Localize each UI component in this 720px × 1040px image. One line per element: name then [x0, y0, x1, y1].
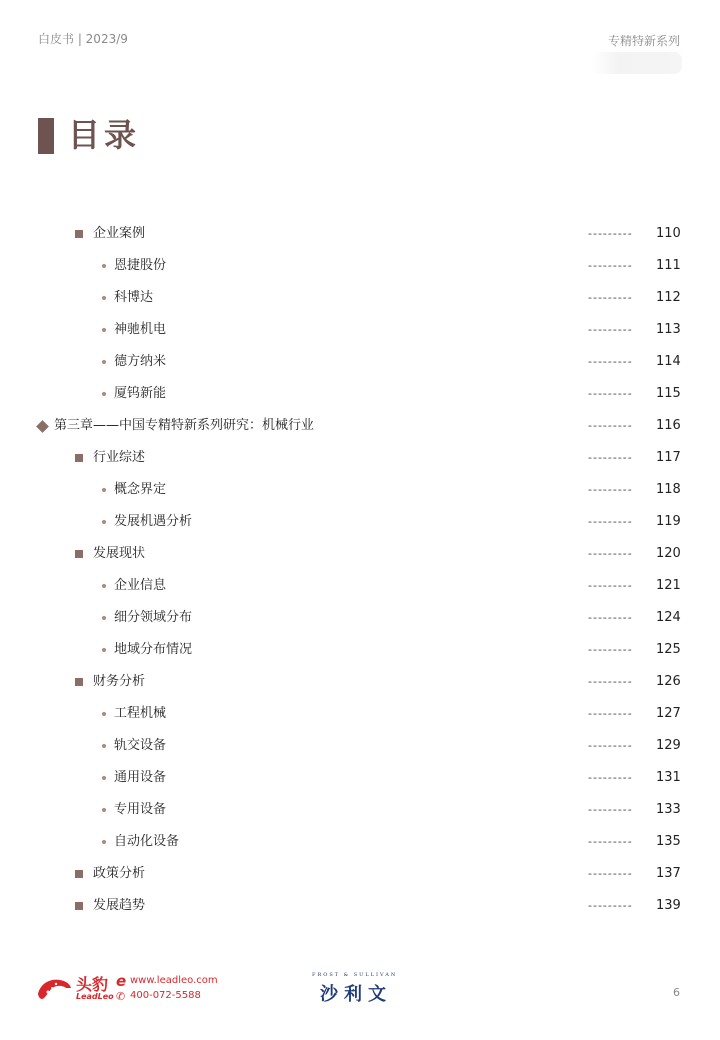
page-title: 目录 — [68, 116, 141, 154]
toc-entry-page: 124 — [656, 610, 681, 625]
toc-entry-leader: --------- — [588, 323, 633, 336]
header-right-text: 专精特新系列 — [607, 34, 680, 48]
leadleo-en-name: LeadLeo — [76, 992, 114, 1001]
toc-entry[interactable] — [0, 250, 720, 282]
toc-entry-page: 131 — [656, 770, 681, 785]
toc-entry[interactable] — [0, 698, 720, 730]
website-link[interactable]: www.leadleo.com — [130, 975, 218, 986]
toc-entry-leader: --------- — [588, 419, 633, 432]
toc-entry-leader: --------- — [588, 771, 633, 784]
toc-entry-leader: --------- — [588, 515, 633, 528]
frost-sullivan-logo — [312, 972, 412, 1005]
toc-entry-label: 轨交设备 — [114, 738, 167, 753]
toc-entry-page: 139 — [656, 898, 681, 913]
toc-entry[interactable] — [0, 858, 720, 890]
toc-entry-leader: --------- — [588, 579, 633, 592]
toc-entry-leader: --------- — [588, 707, 633, 720]
toc-entry-label: 神驰机电 — [114, 322, 167, 337]
square-bullet-icon — [75, 902, 83, 910]
diamond-bullet-icon — [36, 420, 49, 433]
toc-entry-page: 111 — [656, 258, 681, 273]
dot-bullet-icon — [102, 520, 106, 524]
header-left-text: 白皮书 | 2023/9 — [38, 32, 128, 46]
toc-entry-label: 政策分析 — [93, 866, 146, 881]
toc-entry-label: 德方纳米 — [114, 354, 167, 369]
square-bullet-icon — [75, 454, 83, 462]
toc-entry-leader: --------- — [588, 611, 633, 624]
square-bullet-icon — [75, 678, 83, 686]
toc-entry-label: 发展趋势 — [93, 898, 146, 913]
toc-entry-page: 115 — [656, 386, 681, 401]
toc-entry-label: 地域分布情况 — [114, 642, 193, 657]
dot-bullet-icon — [102, 776, 106, 780]
toc-entry-leader: --------- — [588, 451, 633, 464]
toc-entry[interactable] — [0, 794, 720, 826]
dot-bullet-icon — [102, 584, 106, 588]
frost-sullivan-cn: 沙利文 — [320, 984, 392, 1005]
toc-entry-page: 112 — [656, 290, 681, 305]
toc-entry-label: 恩捷股份 — [114, 258, 167, 273]
toc-entry-page: 119 — [656, 514, 681, 529]
toc-entry[interactable] — [0, 762, 720, 794]
toc-entry[interactable] — [0, 570, 720, 602]
toc-entry[interactable] — [0, 602, 720, 634]
dot-bullet-icon — [102, 840, 106, 844]
toc-entry[interactable] — [0, 634, 720, 666]
toc-entry[interactable] — [0, 506, 720, 538]
toc-entry[interactable] — [0, 474, 720, 506]
phone-number: 400-072-5588 — [130, 990, 201, 1001]
dot-bullet-icon — [102, 360, 106, 364]
toc-entry-page: 126 — [656, 674, 681, 689]
toc-entry-label: 发展机遇分析 — [114, 514, 193, 529]
toc-entry[interactable] — [0, 730, 720, 762]
toc-entry[interactable] — [0, 538, 720, 570]
toc-entry-leader: --------- — [588, 867, 633, 880]
toc-entry-page: 120 — [656, 546, 681, 561]
toc-entry-leader: --------- — [588, 259, 633, 272]
toc-entry[interactable] — [0, 442, 720, 474]
dot-bullet-icon — [102, 488, 106, 492]
leadleo-cn-name: 头豹 — [76, 975, 109, 994]
toc-entry-page: 135 — [656, 834, 681, 849]
dot-bullet-icon — [102, 808, 106, 812]
leadleo-logo[interactable] — [36, 972, 236, 1008]
toc-entry-leader: --------- — [588, 835, 633, 848]
toc-entry-label: 财务分析 — [93, 674, 146, 689]
toc-entry[interactable] — [0, 826, 720, 858]
toc-entry-leader: --------- — [588, 291, 633, 304]
toc-entry-label: 自动化设备 — [114, 834, 180, 849]
toc-entry-leader: --------- — [588, 547, 633, 560]
dot-bullet-icon — [102, 616, 106, 620]
toc-entry[interactable] — [0, 346, 720, 378]
toc-entry[interactable] — [0, 378, 720, 410]
leopard-icon — [36, 974, 72, 1002]
toc-entry[interactable] — [0, 218, 720, 250]
toc-entry-label: 科博达 — [114, 290, 154, 305]
frost-sullivan-en: FROST & SULLIVAN — [312, 972, 398, 978]
toc-entry-page: 114 — [656, 354, 681, 369]
dot-bullet-icon — [102, 392, 106, 396]
toc-entry-label: 企业案例 — [93, 226, 146, 241]
toc-entry-label: 概念界定 — [114, 482, 167, 497]
dot-bullet-icon — [102, 712, 106, 716]
toc-entry-page: 113 — [656, 322, 681, 337]
page-number: 6 — [673, 986, 680, 999]
toc-entry[interactable] — [0, 410, 720, 442]
toc-entry-label: 发展现状 — [93, 546, 146, 561]
square-bullet-icon — [75, 230, 83, 238]
toc-entry[interactable] — [0, 890, 720, 922]
title-accent-bar — [38, 118, 54, 154]
dot-bullet-icon — [102, 296, 106, 300]
toc-entry-page: 133 — [656, 802, 681, 817]
toc-entry-page: 110 — [656, 226, 681, 241]
toc-entry-label: 行业综述 — [93, 450, 146, 465]
toc-entry-page: 137 — [656, 866, 681, 881]
toc-entry-leader: --------- — [588, 803, 633, 816]
toc-entry-label: 工程机械 — [114, 706, 167, 721]
square-bullet-icon — [75, 550, 83, 558]
toc-entry[interactable] — [0, 666, 720, 698]
phone-icon: ✆ — [116, 990, 126, 1003]
e-icon: e — [116, 972, 127, 990]
toc-entry-label: 专用设备 — [114, 802, 167, 817]
toc-entry-leader: --------- — [588, 483, 633, 496]
toc-entry-page: 117 — [656, 450, 681, 465]
toc-entry-page: 129 — [656, 738, 681, 753]
toc-entry-leader: --------- — [588, 675, 633, 688]
toc-entry-label: 厦钨新能 — [114, 386, 167, 401]
header-watermark — [592, 52, 682, 74]
toc-entry-page: 116 — [656, 418, 681, 433]
toc-entry-page: 118 — [656, 482, 681, 497]
toc-entry-page: 125 — [656, 642, 681, 657]
dot-bullet-icon — [102, 264, 106, 268]
toc-entry-leader: --------- — [588, 387, 633, 400]
dot-bullet-icon — [102, 744, 106, 748]
square-bullet-icon — [75, 870, 83, 878]
toc-entry-label: 细分领域分布 — [114, 610, 193, 625]
toc-entry-leader: --------- — [588, 899, 633, 912]
toc-entry-leader: --------- — [588, 227, 633, 240]
toc-entry-leader: --------- — [588, 355, 633, 368]
toc-entry-page: 121 — [656, 578, 681, 593]
toc-entry[interactable] — [0, 314, 720, 346]
toc-entry-label: 企业信息 — [114, 578, 167, 593]
toc-entry-label: 通用设备 — [114, 770, 167, 785]
toc-entry-leader: --------- — [588, 739, 633, 752]
dot-bullet-icon — [102, 648, 106, 652]
toc-entry-label: 第三章——中国专精特新系列研究：机械行业 — [54, 418, 315, 433]
toc-entry-leader: --------- — [588, 643, 633, 656]
toc-entry-page: 127 — [656, 706, 681, 721]
toc-entry[interactable] — [0, 282, 720, 314]
dot-bullet-icon — [102, 328, 106, 332]
